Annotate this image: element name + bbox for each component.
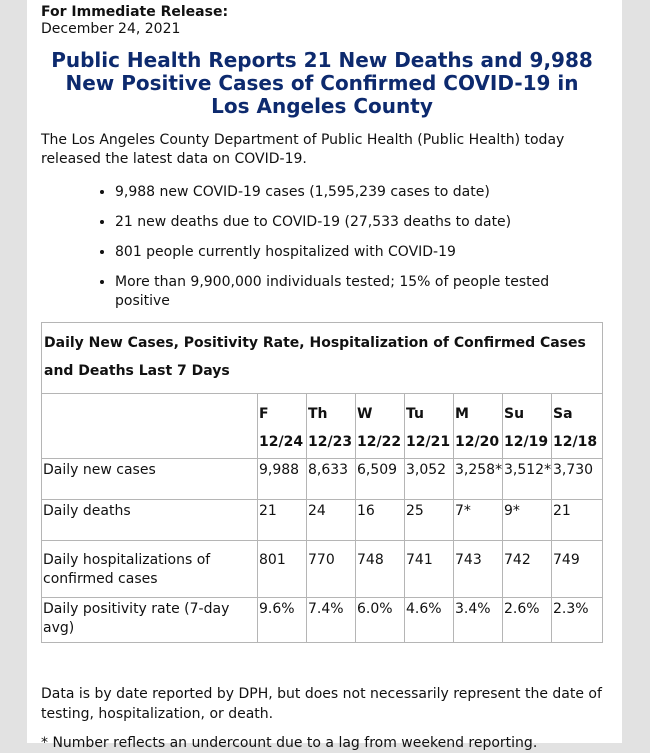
table-cell: 748: [356, 541, 405, 598]
table-header-row: [42, 394, 603, 459]
table-title-line2: and Deaths Last 7 Days: [44, 363, 230, 379]
table-cell: 743: [454, 541, 503, 598]
table-cell: 742: [503, 541, 552, 598]
bullet-new-cases: • 9,988 new COVID-19 cases (1,595,239 cases to date): [115, 183, 603, 202]
column-header: W 12/22: [356, 394, 405, 459]
table-cell: 6.0%: [356, 598, 405, 643]
header-empty-cell: [42, 394, 258, 459]
intro-paragraph: The Los Angeles County Department of Public Health (Public Health) today released the latest data on COVID-19.: [41, 132, 565, 167]
bullet-new-deaths: • 21 new deaths due to COVID-19 (27,533 deaths to date): [115, 213, 603, 232]
row-label: Daily deaths: [42, 500, 258, 541]
table-cell: 7.4%: [307, 598, 356, 643]
table-cell: 749: [552, 541, 603, 598]
column-header: Su 12/19: [503, 394, 552, 459]
table-cell: 4.6%: [405, 598, 454, 643]
table-cell: 9.6%: [258, 598, 307, 643]
press-release-content: [41, 0, 603, 753]
table-cell: 801: [258, 541, 307, 598]
release-label: For Immediate Release:: [41, 4, 229, 20]
press-release-page: [27, 0, 622, 751]
column-header: Tu 12/21: [405, 394, 454, 459]
row-label: Daily positivity rate (7-day avg): [42, 598, 258, 643]
undercount-footnote: * Number reflects an undercount due to a lag from weekend reporting.: [41, 735, 538, 751]
column-header: M 12/20: [454, 394, 503, 459]
table-cell: 9*: [503, 500, 552, 541]
table-title: [42, 323, 603, 394]
table-cell: 25: [405, 500, 454, 541]
table-cell: 6,509: [356, 459, 405, 500]
table-cell: 2.3%: [552, 598, 603, 643]
table-cell: 3.4%: [454, 598, 503, 643]
table-cell: 3,258*: [454, 459, 503, 500]
table-cell: 3,512*: [503, 459, 552, 500]
table-cell: 9,988: [258, 459, 307, 500]
table-title-line1: Daily New Cases, Positivity Rate, Hospitalization of Confirmed Cases: [44, 335, 586, 351]
release-date: December 24, 2021: [41, 21, 181, 37]
table-cell: 21: [552, 500, 603, 541]
column-header: Th 12/23: [307, 394, 356, 459]
table-cell: 24: [307, 500, 356, 541]
table-cell: 3,730: [552, 459, 603, 500]
key-stats-list: [41, 183, 603, 311]
column-header: Sa 12/18: [552, 394, 603, 459]
table-row: [42, 500, 603, 541]
bullet-tested: • More than 9,900,000 individuals tested; 15% of people tested positive: [115, 273, 603, 311]
seven-day-table: [41, 322, 603, 643]
table-cell: 7*: [454, 500, 503, 541]
row-label: Daily hospitalizations of confirmed cases: [42, 541, 258, 598]
table-cell: 8,633: [307, 459, 356, 500]
table-row: [42, 459, 603, 500]
table-cell: 21: [258, 500, 307, 541]
table-cell: 2.6%: [503, 598, 552, 643]
column-header: F 12/24: [258, 394, 307, 459]
table-row: [42, 598, 603, 643]
data-note: Data is by date reported by DPH, but does not necessarily represent the date of testing, hospitalization, or death.: [41, 686, 602, 722]
table-cell: 741: [405, 541, 454, 598]
table-cell: 770: [307, 541, 356, 598]
bullet-hospitalized: • 801 people currently hospitalized with COVID-19: [115, 243, 603, 262]
table-cell: 16: [356, 500, 405, 541]
headline: Public Health Reports 21 New Deaths and 9,988 New Positive Cases of Confirmed COVID-19 in Los Angeles County: [51, 48, 593, 118]
row-label: Daily new cases: [42, 459, 258, 500]
table-cell: 3,052: [405, 459, 454, 500]
table-row: [42, 541, 603, 598]
